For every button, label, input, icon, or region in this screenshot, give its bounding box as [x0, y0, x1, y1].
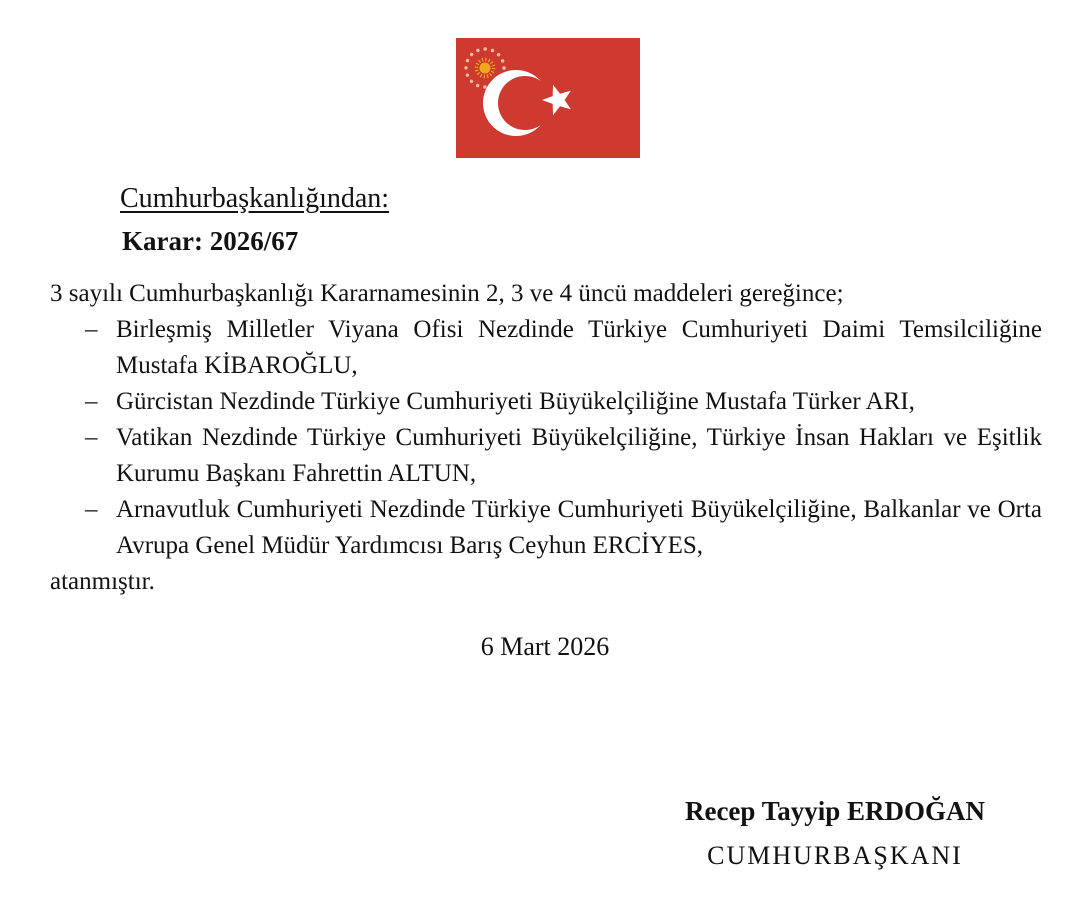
decree-body — [50, 276, 1042, 600]
appointment-item — [50, 492, 1042, 564]
decree-date: 6 Mart 2026 — [480, 632, 610, 661]
list-dash: – — [85, 496, 98, 523]
intro-clause: 3 sayılı Cumhurbaşkanlığı Kararnamesinin 2, 3 ve 4 üncü maddeleri gereğince; — [50, 280, 844, 307]
appointment-text: Arnavutluk Cumhuriyeti Nezdinde Türkiye Cumhuriyeti Büyükelçiliğine, Balkanlar ve Orta Avrupa Genel Müdür Yardımcısı Barış Ceyhun ERCİYES, — [116, 496, 1042, 559]
turkish-flag-icon — [456, 38, 640, 158]
closing-word: atanmıştır. — [50, 568, 155, 595]
appointment-text: Vatikan Nezdinde Türkiye Cumhuriyeti Büyükelçiliğine, Türkiye İnsan Hakları ve Eşitlik Kurumu Başkanı Fahrettin ALTUN, — [116, 424, 1042, 487]
appointment-text: Birleşmiş Milletler Viyana Ofisi Nezdinde Türkiye Cumhuriyeti Daimi Temsilciliğine Mustafa KİBAROĞLU, — [116, 316, 1042, 379]
decision-number: Karar: 2026/67 — [122, 226, 299, 256]
appointment-item — [50, 312, 1042, 384]
list-dash: – — [85, 316, 98, 343]
appointment-text: Gürcistan Nezdinde Türkiye Cumhuriyeti Büyükelçiliğine Mustafa Türker ARI, — [116, 388, 915, 415]
president-name: Recep Tayyip ERDOĞAN — [684, 796, 986, 826]
turkish-flag-presidential-seal — [456, 38, 640, 158]
president-title: CUMHURBAŞKANI — [707, 841, 963, 870]
list-dash: – — [85, 424, 98, 451]
issuing-authority-heading: Cumhurbaşkanlığından: — [120, 183, 390, 214]
appointment-item — [50, 384, 1042, 420]
list-dash: – — [85, 388, 98, 415]
appointment-item — [50, 420, 1042, 492]
signature-block — [635, 796, 1035, 871]
